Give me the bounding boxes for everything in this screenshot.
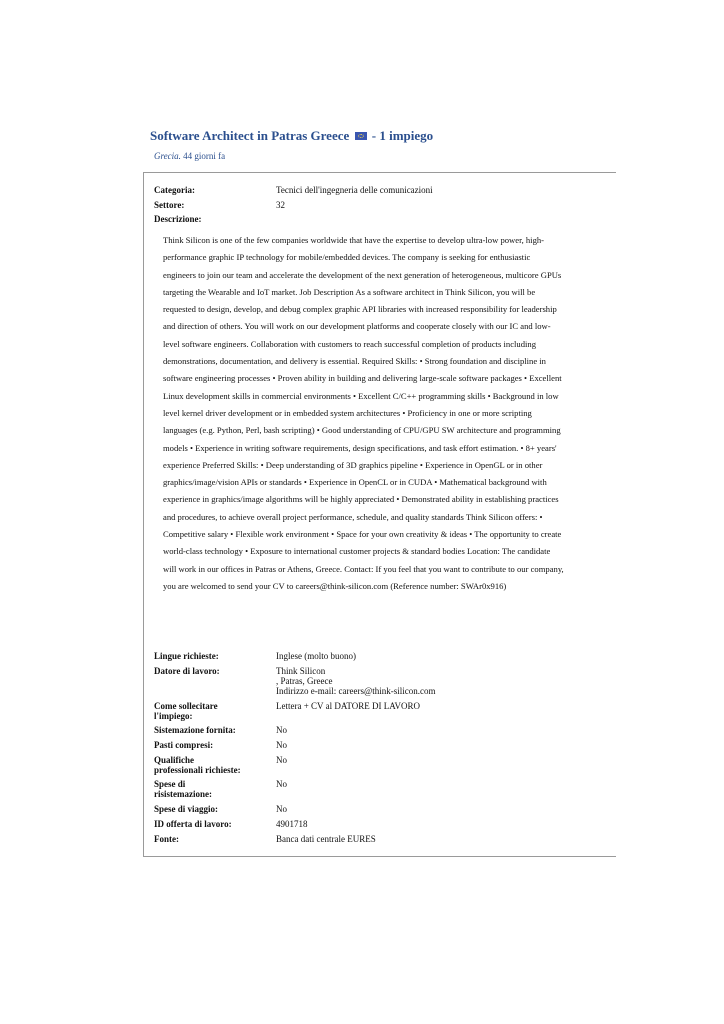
job-meta	[154, 151, 225, 161]
descrizione-label: Descrizione:	[154, 214, 202, 224]
job-title	[150, 128, 433, 144]
spese-viaggio-label: Spese di viaggio:	[154, 804, 219, 814]
sistemazione-label: Sistemazione fornita:	[154, 725, 236, 735]
categoria-label: Categoria:	[154, 185, 195, 195]
sistemazione-value: No	[276, 725, 287, 735]
job-count: - 1 impiego	[368, 128, 434, 143]
spese-ris-value: No	[276, 779, 287, 789]
lingue-label: Lingue richieste:	[154, 651, 219, 661]
employer-location: , Patras, Greece	[276, 676, 333, 686]
qualifiche-label: Qualifiche professionali richieste:	[154, 755, 241, 775]
job-description: Think Silicon is one of the few companies worldwide that have the expertise to develop ultra-low power, high-performance graphic IP technology for mobile/embedded devices. The company is seeking for enthusiastic engineers to join our team and accelerate the development of the next generation of heterogeneous, multicore GPUs targeting the Wearable and IoT market. Job Description As a software architect in Think Silicon, you will be requested to design, develop, and debug complex graphic API libraries with increased responsibility for leadership and direction of others. You will work on our development platforms and cooperate closely with our IC and low-level software engineers. Collaboration with customers to reach successful completion of products including demonstrations, documentation, and delivery is essential. Required Skills: • Strong foundation and discipline in software engineering processes • Proven ability in building and delivering large-scale software packages • Excellent Linux development skills in commercial environments • Excellent C/C++ programming skills • Background in low level kernel driver development or in embedded system architectures • Proficiency in one or more scripting languages (e.g. Python, Perl, bash scripting) • Good understanding of CPU/GPU SW architecture and programming models • Experience in writing software requirements, design specifications, and task effort estimation. • 8+ years' experience Preferred Skills: • Deep understanding of 3D graphics pipeline • Experience in OpenGL or in other graphics/image/vision APIs or standards • Experience in OpenCL or in CUDA • Mathematical background with experience in graphics/image algorithms will be highly appreciated • Demonstrated ability in establishing practices and procedures, to achieve overall project performance, schedule, and quality standards Think Silicon offers: • Competitive salary • Flexible work environment • Space for your own creativity & ideas • The opportunity to create world-class technology • Exposure to international customer projects & standard bodies Location: The candidate will work in our offices in Patras or Athens, Greece. Contact: If you feel that you want to contribute to our company, you are welcomed to send your CV to careers@think-silicon.com (Reference number: SWAr0x916)	[163, 235, 564, 591]
come-label: Come sollecitare l'impiego:	[154, 701, 218, 721]
eu-flag-icon	[355, 132, 367, 140]
fonte-label: Fonte:	[154, 834, 179, 844]
id-offerta-label: ID offerta di lavoro:	[154, 819, 232, 829]
pasti-label: Pasti compresi:	[154, 740, 214, 750]
settore-label: Settore:	[154, 200, 185, 210]
pasti-value: No	[276, 740, 287, 750]
posted-age: 44 giorni fa	[180, 151, 226, 161]
fonte-value: Banca dati centrale EURES	[276, 834, 376, 844]
datore-value	[276, 666, 606, 696]
spese-viaggio-value: No	[276, 804, 287, 814]
job-title-text: Software Architect in Patras Greece	[150, 128, 350, 143]
spese-ris-label: Spese di risistemazione:	[154, 779, 212, 799]
job-details-panel	[143, 172, 616, 857]
datore-label: Datore di lavoro:	[154, 666, 220, 676]
qualifiche-value: No	[276, 755, 287, 765]
id-offerta-value: 4901718	[276, 819, 308, 829]
country-link[interactable]: Grecia.	[154, 151, 181, 161]
come-value: Lettera + CV al DATORE DI LAVORO	[276, 701, 421, 711]
employer-name: Think Silicon	[276, 666, 326, 676]
settore-value: 32	[276, 200, 285, 210]
employer-email[interactable]: Indirizzo e-mail: careers@think-silicon.com	[276, 686, 436, 696]
categoria-value: Tecnici dell'ingegneria delle comunicazioni	[276, 185, 433, 195]
lingue-value: Inglese (molto buono)	[276, 651, 356, 661]
